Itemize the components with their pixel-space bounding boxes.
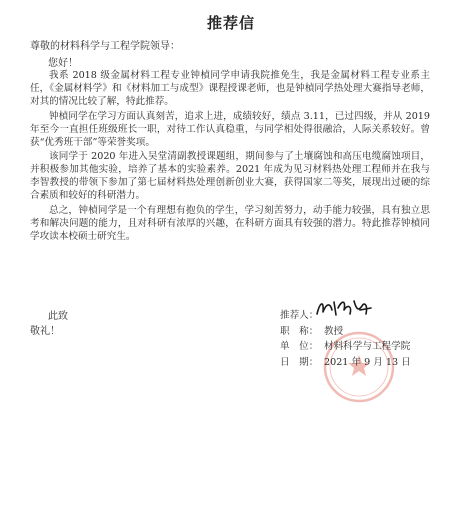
- date-value: 2021 年 9 月 13 日: [324, 356, 411, 368]
- date-row: [280, 355, 411, 371]
- unit-value: 材料科学与工程学院: [324, 341, 411, 352]
- letter-body: [30, 69, 430, 244]
- title-label: 职 称：: [280, 325, 319, 337]
- signature-block: [280, 308, 411, 370]
- body-paragraph: 该同学于 2020 年进入吴堂清副教授课题组，期间参与了土壤腐蚀和高压电缆腐蚀项目，并积极参加其他实验，培养了基本的实验素养。2021 年成为见习材料热处理工程师并在我与李智教授的带领下参加了第七届材料热处理创新创业大赛，获得国家二等奖，展现出过硬的综合素质和较好的科研潜力。: [30, 151, 430, 201]
- date-label: 日 期：: [280, 356, 319, 368]
- title-row: [280, 324, 411, 340]
- letter-title: 推荐信: [206, 14, 255, 32]
- closing-line-2: 敬礼！: [30, 326, 60, 337]
- body-paragraph: 我系 2018 级金属材料工程专业钟楨同学申请我院推免生，我是金属材料工程专业系主任，《金属材料学》和《材料加工与成型》课程授课老师，也是钟楨同学热处理大赛指导老师，对其的情况比较了解，特此推荐。: [30, 70, 430, 107]
- body-paragraph: 总之，钟楨同学是一个有理想有抱负的学生，学习刻苦努力，动手能力较强，具有独立思考和解决问题的能力，且对科研有浓厚的兴趣，在科研方面具有较强的潜力。特此推荐钟楨同学攻读本校硕士研究生。: [30, 204, 430, 242]
- body-paragraph: 钟楨同学在学习方面认真刻苦，追求上进，成绩较好，绩点 3.11，已过四级，并从 2019 年至今一直担任班级班长一职，对待工作认真稳重，与同学相处得很融洽，人际关系较好。曾获“优秀班干部”等荣誉奖项。: [30, 110, 430, 148]
- salutation: 尊敬的材料科学与工程学院领导：: [30, 41, 180, 52]
- closing-line-1: 此致: [48, 311, 68, 322]
- recommender-label: 推荐人：: [280, 310, 319, 321]
- unit-row: [280, 339, 411, 355]
- unit-label: 单 位：: [280, 341, 319, 352]
- greeting: 您好！: [48, 58, 78, 69]
- title-value: 教授: [324, 325, 344, 337]
- recommender-row: [280, 308, 411, 324]
